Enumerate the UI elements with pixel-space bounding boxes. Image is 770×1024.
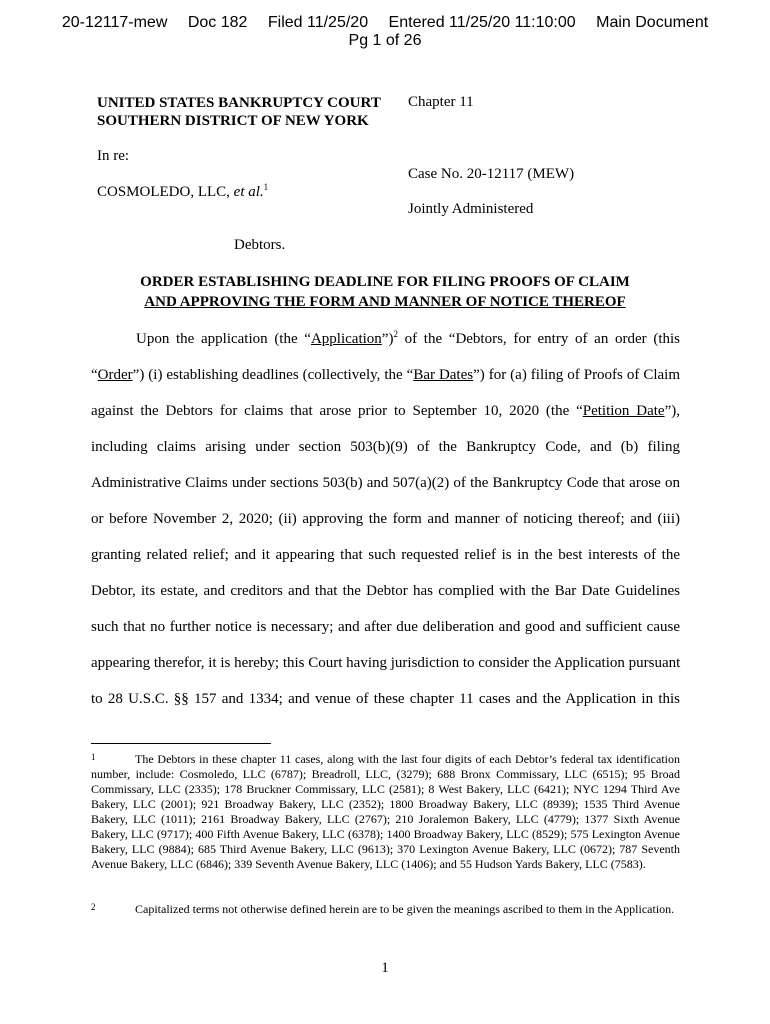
defined-term-petition-date: Petition Date	[582, 403, 665, 419]
header-doc-type: Main Document	[596, 14, 709, 31]
jointly-administered: Jointly Administered	[408, 201, 534, 217]
body-line: Administrative Claims under sections 503(b) and 507(a)(2) of the Bankruptcy Code that arose on	[91, 475, 680, 491]
order-body	[91, 324, 680, 720]
defined-term-bar-dates: Bar Dates	[413, 367, 474, 383]
header-page-count: Pg 1 of 26	[348, 32, 422, 49]
footnote-ref-1: 1	[263, 182, 269, 192]
case-number: Case No. 20-12117 (MEW)	[408, 166, 575, 182]
order-title-line2: AND APPROVING THE FORM AND MANNER OF NOTICE THEREOF	[144, 294, 626, 310]
defined-term-application: Application	[310, 331, 382, 347]
footnote-1	[91, 752, 680, 872]
debtors-label: Debtors.	[234, 237, 286, 253]
order-title	[0, 272, 770, 312]
et-al: et al.	[233, 184, 264, 200]
body-line: appearing therefor, it is hereby; this Court having jurisdiction to consider the Application pursuant	[91, 655, 681, 671]
header-entered-date: Entered 11/25/20 11:10:00	[388, 14, 576, 31]
body-line: to 28 U.S.C. §§ 157 and 1334; and venue of these chapter 11 cases and the Application in this	[91, 691, 680, 707]
body-line: granting related relief; and it appearing that such requested relief is in the best interests of the	[91, 547, 680, 563]
ecf-header	[0, 14, 770, 50]
footnote-divider	[91, 743, 271, 744]
header-filed-date: Filed 11/25/20	[267, 14, 369, 31]
footnote-text: Capitalized terms not otherwise defined herein are to be given the meanings ascribed to them in the Application.	[135, 902, 675, 916]
footnote-text: The Debtors in these chapter 11 cases, along with the last four digits of each Debtor’s federal tax identification number, include: Cosmoledo, LLC (6787); Breadroll, LLC, (3279); 688 Bronx Commissary, LLC (6515); 95 Broad Commissary, LLC (2335); 178 Bruckner Commissary, LLC (2581); 8 West Bakery, LLC (6421); NYC 1294 Third Ave Bakery, LLC (2001); 921 Broadway Bakery, LLC (2352); 1800 Broadway Bakery, LLC (8939); 1535 Third Avenue Bakery, LLC (1011); 2161 Broadway Bakery, LLC (2767); 210 Joralemon Bakery, LLC (4779); 1377 Sixth Avenue Bakery, LLC (9717); 400 Fifth Avenue Bakery, LLC (6378); 1400 Broadway Bakery, LLC (8529); 575 Lexington Avenue Bakery, LLC (9884); 685 Third Avenue Bakery, LLC (9613); 370 Lexington Avenue Bakery, LLC (0672); 787 Seventh Avenue Bakery, LLC (6846); 339 Seventh Avenue Bakery, LLC (1406); and 55 Hudson Yards Bakery, LLC (7583).	[91, 752, 680, 871]
debtor-name	[97, 184, 268, 201]
chapter: Chapter 11	[408, 94, 474, 110]
body-line: “Order”) (i) establishing deadlines (collectively, the “Bar Dates”) for (a) filing of Proofs of Claim	[91, 367, 680, 383]
body-line: such that no further notice is necessary; and after due deliberation and good and sufficient cause	[91, 619, 680, 635]
footnote-ref-2: 2	[393, 329, 398, 339]
body-line: Debtor, its estate, and creditors and that the Debtor has complied with the Bar Date Guidelines	[91, 583, 680, 599]
court-name-line2: SOUTHERN DISTRICT OF NEW YORK	[97, 113, 369, 129]
court-name-line1: UNITED STATES BANKRUPTCY COURT	[97, 95, 381, 111]
page-number: 1	[381, 960, 389, 976]
footnote-number: 1	[91, 752, 96, 762]
footnote-2	[91, 902, 680, 917]
in-re: In re:	[97, 148, 130, 164]
court-name	[97, 94, 381, 130]
body-line: including claims arising under section 503(b)(9) of the Bankruptcy Code, and (b) filing	[91, 439, 680, 455]
order-title-line1: ORDER ESTABLISHING DEADLINE FOR FILING PROOFS OF CLAIM	[140, 274, 630, 290]
debtor-name-text: COSMOLEDO, LLC,	[97, 184, 230, 200]
body-line: or before November 2, 2020; (ii) approving the form and manner of noticing thereof; and (iii)	[91, 511, 680, 527]
body-line: against the Debtors for claims that arose prior to September 10, 2020 (the “Petition Date”),	[91, 403, 680, 419]
footnote-number: 2	[91, 902, 96, 912]
body-line: Upon the application (the “Application”)$^2$ of the “Debtors, for entry of an order (this	[136, 329, 680, 347]
header-case-number: 20-12117-mew	[61, 14, 168, 31]
header-doc-number: Doc 182	[187, 14, 248, 31]
defined-term-order: Order	[97, 367, 133, 383]
